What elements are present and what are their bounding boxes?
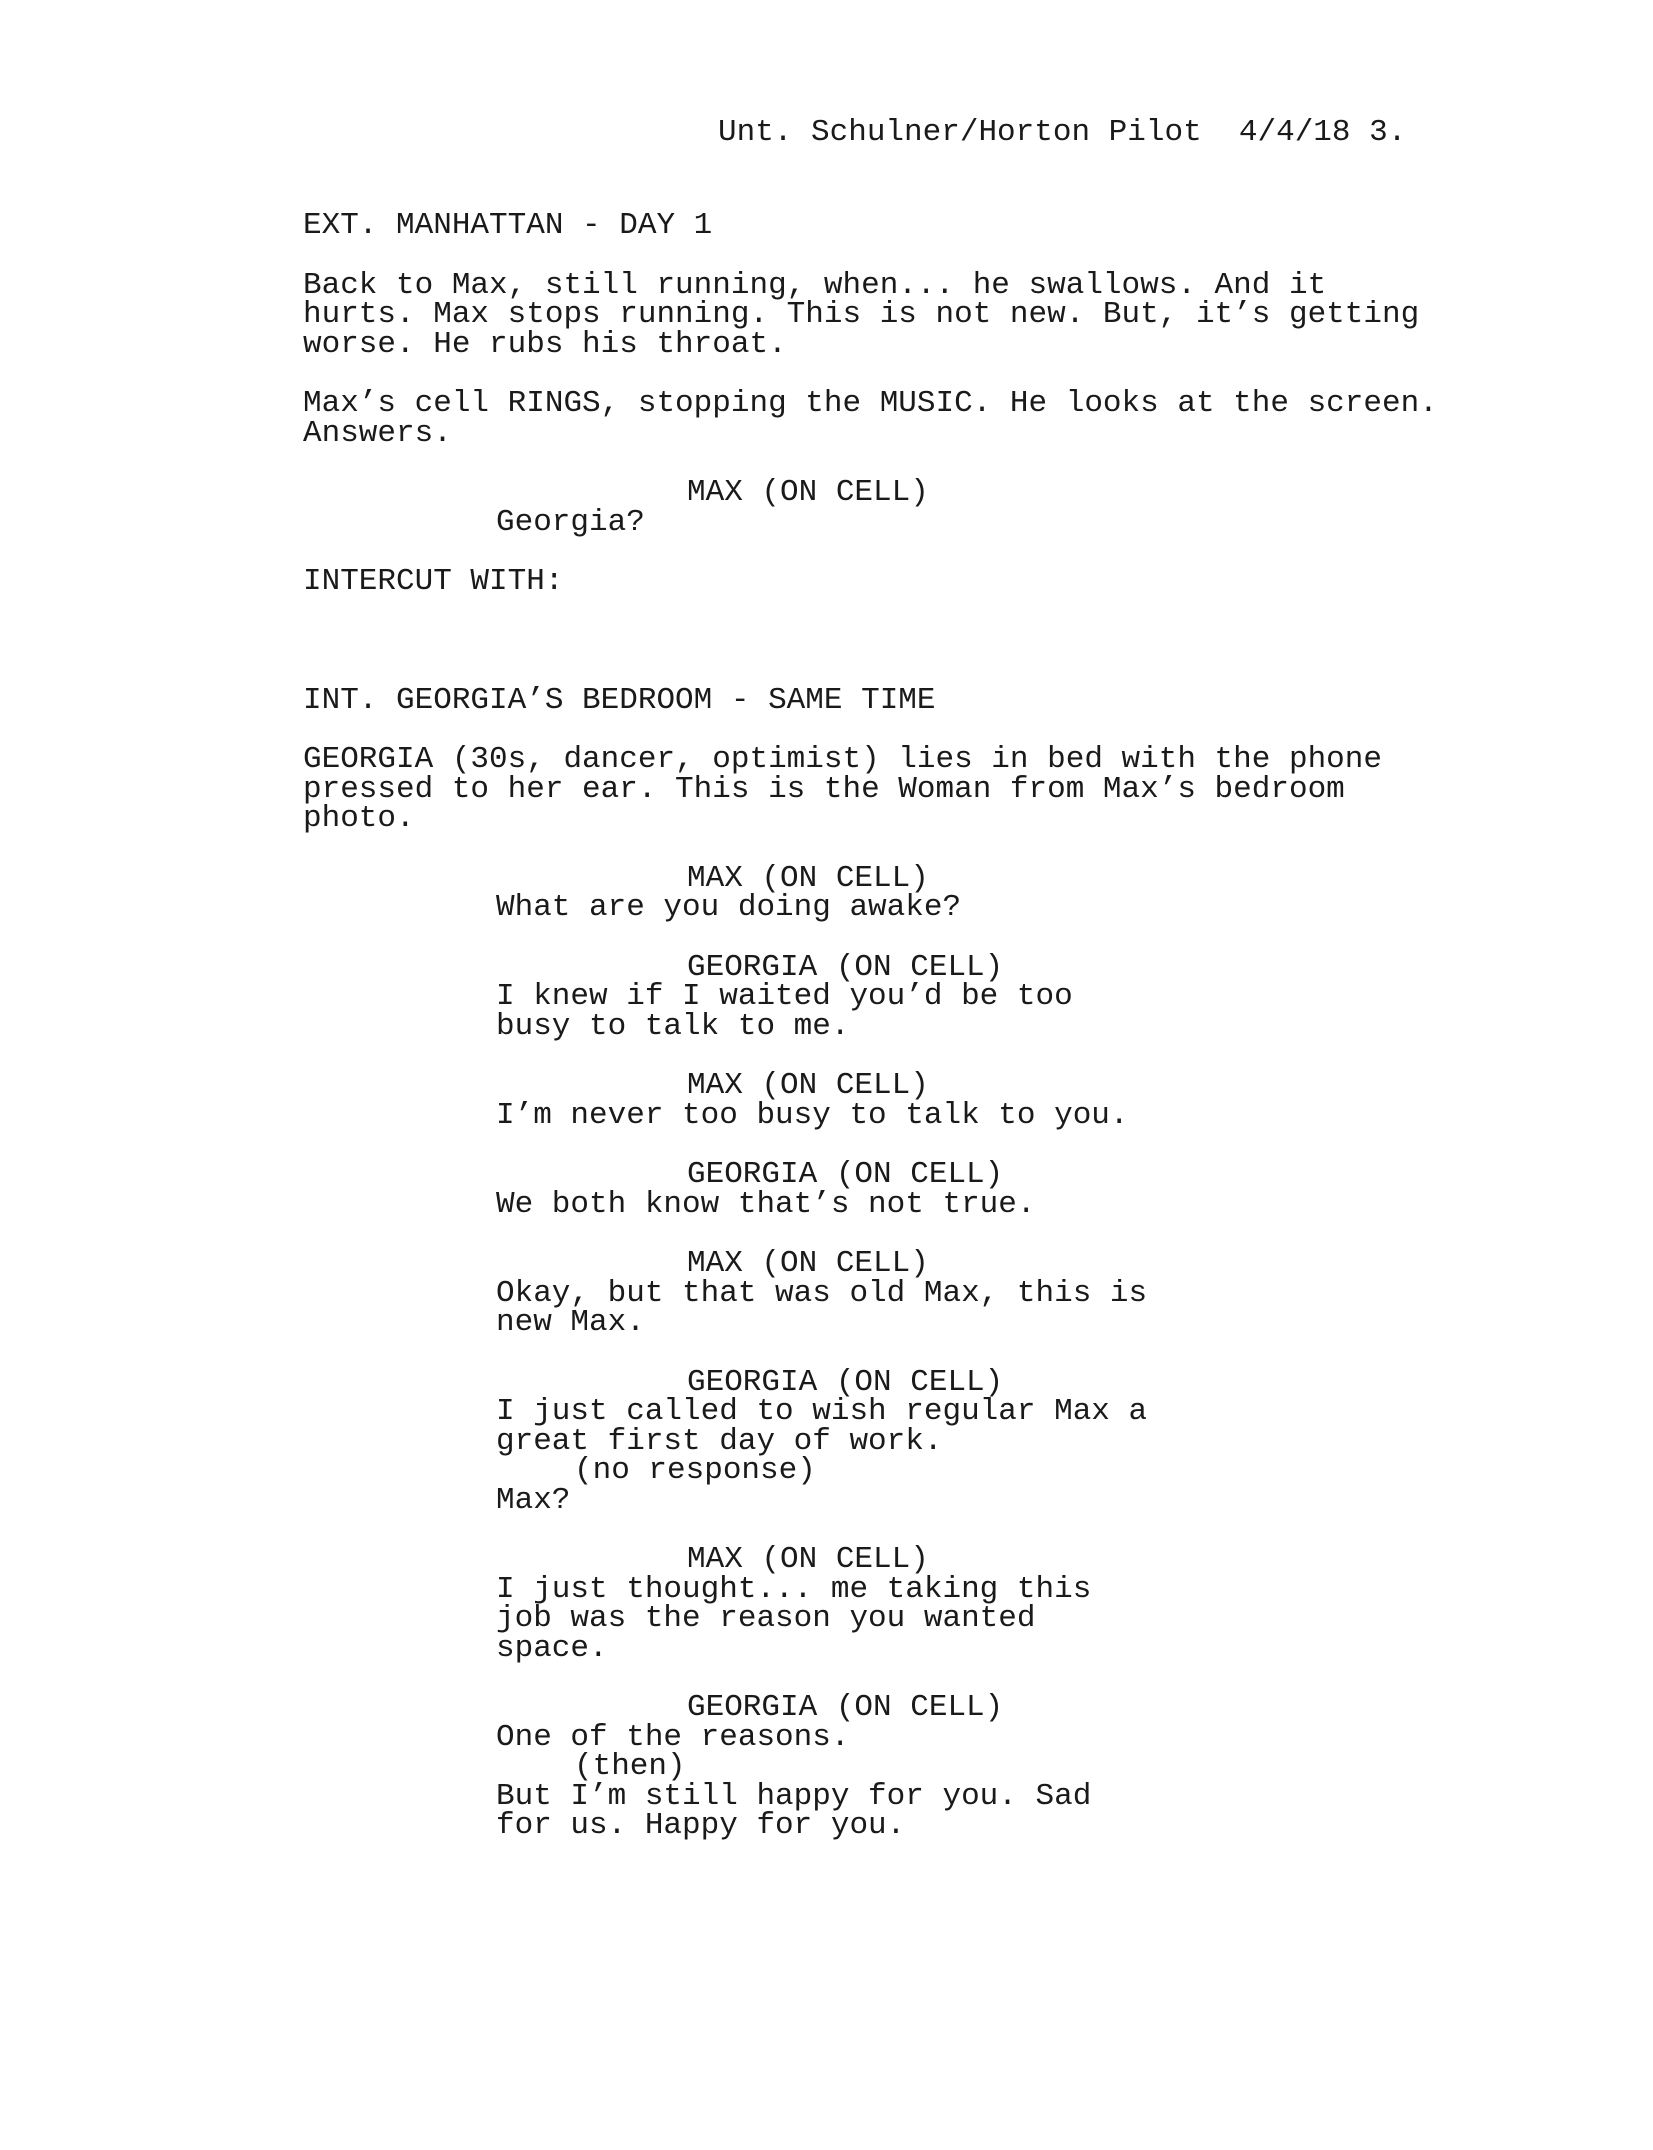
dialogue-line: for us. Happy for you. [496,1808,906,1843]
action-block [303,267,1453,362]
dialogue-line: new Max. [496,1305,645,1340]
text-line: INTERCUT WITH: [303,564,564,599]
parenthetical: (then) [574,1749,686,1784]
dialogue-line: I knew if I waited you’d be too [496,979,1073,1014]
dialogue-line: Okay, but that was old Max, this is [496,1275,1148,1311]
text-line: GEORGIA (30s, dancer, optimist) lies in bed with the phone [303,742,1382,777]
character-cue: GEORGIA (ON CELL) [687,1364,1004,1400]
dialogue-line: job was the reason you wanted [496,1601,1036,1636]
dialogue-line: I just called to wish regular Max a [496,1394,1148,1429]
character-cue: MAX (ON CELL) [687,860,929,896]
dialogue-block [303,1068,1453,1133]
scene-heading [303,682,1453,718]
dialogue-line: space. [496,1630,608,1666]
character-cue: MAX (ON CELL) [687,475,929,510]
scene-heading [303,208,1453,243]
character-cue: MAX (ON CELL) [687,1068,929,1103]
dialogue-block [303,860,1453,925]
text-line: pressed to her ear. This is the Woman from Max’s bedroom [303,771,1345,807]
page-header: Unt. Schulner/Horton Pilot 4/4/18 3. [718,115,1407,150]
text-line: EXT. MANHATTAN - DAY 1 [303,208,713,243]
text-line: Back to Max, still running, when... he swallows. And it [303,267,1327,303]
text-line: Max’s cell RINGS, stopping the MUSIC. He looks at the screen. [303,386,1438,421]
action-block [303,386,1453,451]
text-line: photo. [303,801,415,836]
character-cue: MAX (ON CELL) [687,1542,929,1577]
text-line: INT. GEORGIA’S BEDROOM - SAME TIME [303,682,936,718]
script-body [303,208,1453,1871]
dialogue-block [303,1364,1453,1518]
text-line: hurts. Max stops running. This is not new. But, it’s getting [303,297,1420,332]
dialogue-line: But I’m still happy for you. Sad [496,1778,1092,1814]
dialogue-line: busy to talk to me. [496,1008,850,1044]
transition [303,564,1453,599]
text-line: worse. He rubs his throat. [303,326,787,362]
dialogue-line: Georgia? [496,504,645,540]
character-cue: MAX (ON CELL) [687,1246,929,1281]
dialogue-block [303,949,1453,1044]
dialogue-line: great first day of work. [496,1423,943,1459]
character-cue: GEORGIA (ON CELL) [687,949,1004,985]
dialogue-block [303,475,1453,540]
character-cue: GEORGIA (ON CELL) [687,1690,1004,1725]
character-cue: GEORGIA (ON CELL) [687,1157,1004,1192]
action-block [303,742,1453,836]
dialogue-block [303,1157,1453,1222]
dialogue-line: What are you doing awake? [496,890,962,925]
dialogue-block [303,1246,1453,1340]
dialogue-block [303,1690,1453,1843]
text-line: Answers. [303,415,452,451]
dialogue-block [303,1542,1453,1666]
parenthetical: (no response) [574,1453,816,1488]
dialogue-line: I just thought... me taking this [496,1571,1092,1607]
dialogue-line: Max? [496,1482,571,1518]
dialogue-line: I’m never too busy to talk to you. [496,1097,1129,1133]
dialogue-line: We both know that’s not true. [496,1186,1036,1222]
dialogue-line: One of the reasons. [496,1719,850,1755]
